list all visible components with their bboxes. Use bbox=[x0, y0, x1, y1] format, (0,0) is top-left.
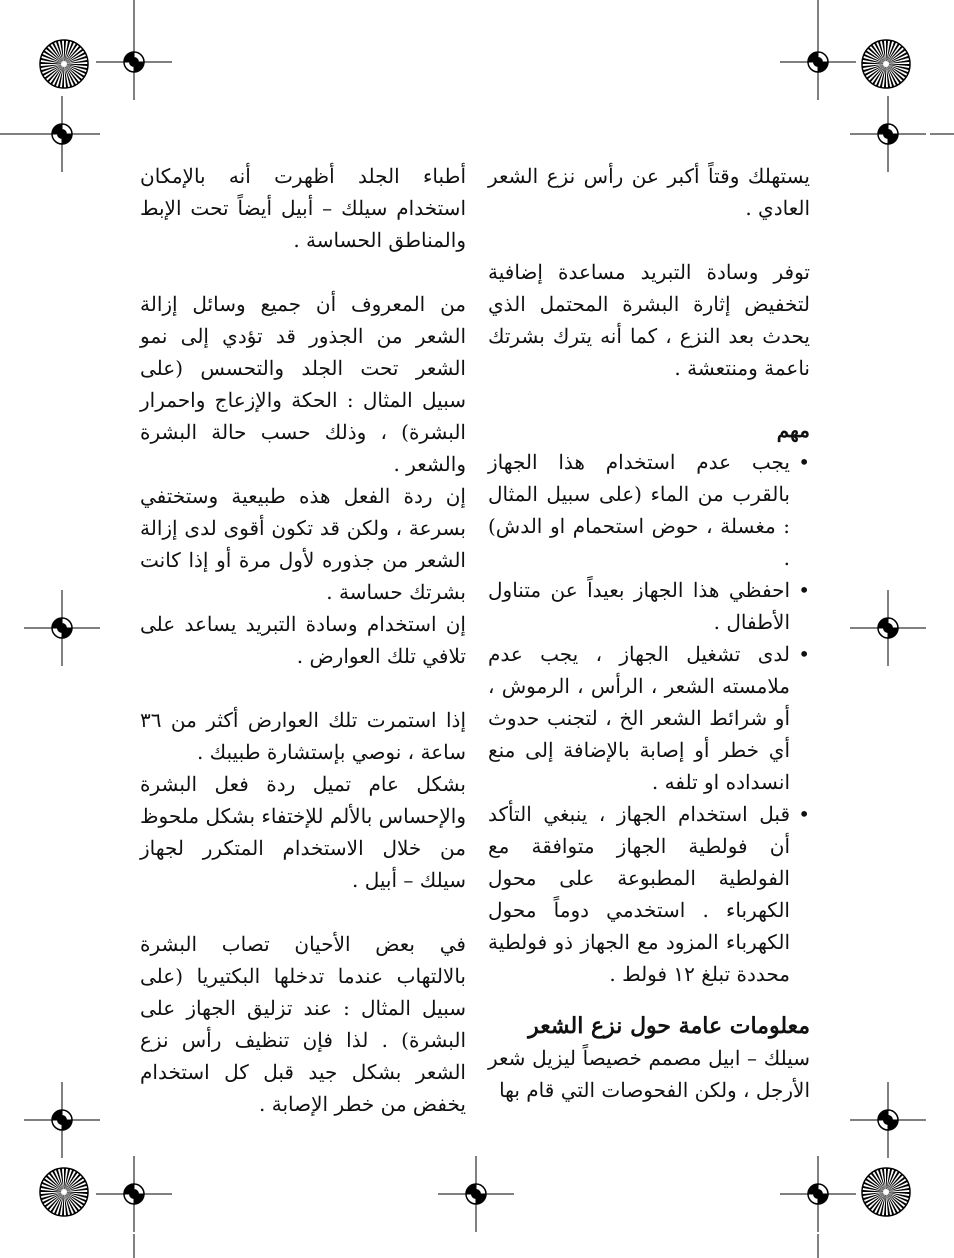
left-paragraph-2a: من المعروف أن جميع وسائل إزالة الشعر من الجذور قد تؤدي إلى نمو الشعر تحت الجلد والتحسس (على سبيل المثال : الحكة والإزعاج واحمرار البشرة) ، وذلك حسب حالة البشرة والشعر . bbox=[140, 292, 466, 476]
registration-mark bbox=[24, 1082, 100, 1158]
left-paragraph-3b: بشكل عام تميل ردة فعل البشرة والإحساس بالألم للإختفاء بشكل ملحوظ من خلال الاستخدام المتكرر لجهاز سيلك – أبيل . bbox=[140, 772, 466, 892]
left-paragraph-2b: إن ردة الفعل هذه طبيعية وستختفي بسرعة ، ولكن قد تكون أقوى لدى إزالة الشعر من جذوره لأول مرة أو إذا كانت بشرتك حساسة . bbox=[140, 484, 466, 604]
right-column bbox=[488, 160, 810, 1106]
starburst-target bbox=[40, 40, 88, 88]
registration-mark bbox=[850, 1082, 926, 1158]
bullet-text: قبل استخدام الجهاز ، ينبغي التأكد أن فولطية الجهاز متوافقة مع الفولطية المطبوعة على محول الكهرباء . استخدمي دوماً محول الكهرباء المزود مع الجهاز ذو فولطية محددة تبلغ ١٢ فولط . bbox=[488, 802, 790, 986]
registration-mark bbox=[850, 96, 926, 172]
bullet-text: احفظي هذا الجهاز بعيداً عن متناول الأطفال . bbox=[488, 578, 790, 634]
left-paragraph-4: في بعض الأحيان تصاب البشرة بالالتهاب عندما تدخلها البكتيريا (على سبيل المثال : عند تزليق الجهاز على البشرة) . لذا فإن تنظيف رأس نزع الشعر بشكل جيد قبل كل استخدام يخفض من خطر الإصابة . bbox=[140, 932, 466, 1116]
section-title: معلومات عامة حول نزع الشعر bbox=[528, 1013, 810, 1039]
bullet-icon: • bbox=[798, 802, 810, 826]
registration-mark bbox=[96, 1156, 172, 1232]
section-paragraph: سيلك – ابيل مصمم خصيصاً ليزيل شعر الأرجل ، ولكن الفحوصات التي قام بها bbox=[488, 1046, 810, 1102]
registration-mark bbox=[780, 24, 856, 100]
registration-mark bbox=[24, 96, 100, 172]
left-column bbox=[140, 160, 466, 1120]
important-heading: مهم bbox=[776, 418, 810, 442]
list-item bbox=[488, 638, 810, 798]
list-item bbox=[488, 446, 810, 574]
registration-mark bbox=[780, 1156, 856, 1232]
bullet-text: لدى تشغيل الجهاز ، يجب عدم ملامسته الشعر ، الرأس ، الرموش ، أو شرائط الشعر الخ ، لتجنب حدوث أي خطر أو إصابة بالإضافة إلى منع انسداده او تلفه . bbox=[488, 642, 790, 794]
bullet-icon: • bbox=[798, 450, 810, 474]
right-paragraph-1: يستهلك وقتاً أكبر عن رأس نزع الشعر العادي . bbox=[488, 164, 810, 220]
right-paragraph-2: توفر وسادة التبريد مساعدة إضافية لتخفيض إثارة البشرة المحتمل الذي يحدث بعد النزع ، كما أنه يترك بشرتك ناعمة ومنتعشة . bbox=[488, 260, 810, 380]
important-list bbox=[488, 446, 810, 990]
registration-mark bbox=[96, 24, 172, 100]
left-paragraph-2c: إن استخدام وسادة التبريد يساعد على تلافي تلك العوارض . bbox=[140, 612, 466, 668]
left-paragraph-3a: إذا استمرت تلك العوارض أكثر من ٣٦ ساعة ، نوصي بإستشارة طبيبك . bbox=[140, 708, 466, 764]
starburst-target bbox=[862, 40, 910, 88]
starburst-target bbox=[862, 1168, 910, 1216]
registration-mark bbox=[438, 1156, 514, 1232]
bullet-icon: • bbox=[798, 642, 810, 666]
list-item bbox=[488, 574, 810, 638]
bullet-text: يجب عدم استخدام هذا الجهاز بالقرب من الماء (على سبيل المثال : مغسلة ، حوض استحمام او الدش) . bbox=[488, 450, 790, 570]
list-item bbox=[488, 798, 810, 990]
registration-mark bbox=[850, 590, 926, 666]
left-paragraph-1: أطباء الجلد أظهرت أنه بالإمكان استخدام سيلك – أبيل أيضاً تحت الإبط والمناطق الحساسة . bbox=[140, 164, 466, 252]
bullet-icon: • bbox=[798, 578, 810, 602]
starburst-target bbox=[40, 1168, 88, 1216]
registration-mark bbox=[24, 590, 100, 666]
